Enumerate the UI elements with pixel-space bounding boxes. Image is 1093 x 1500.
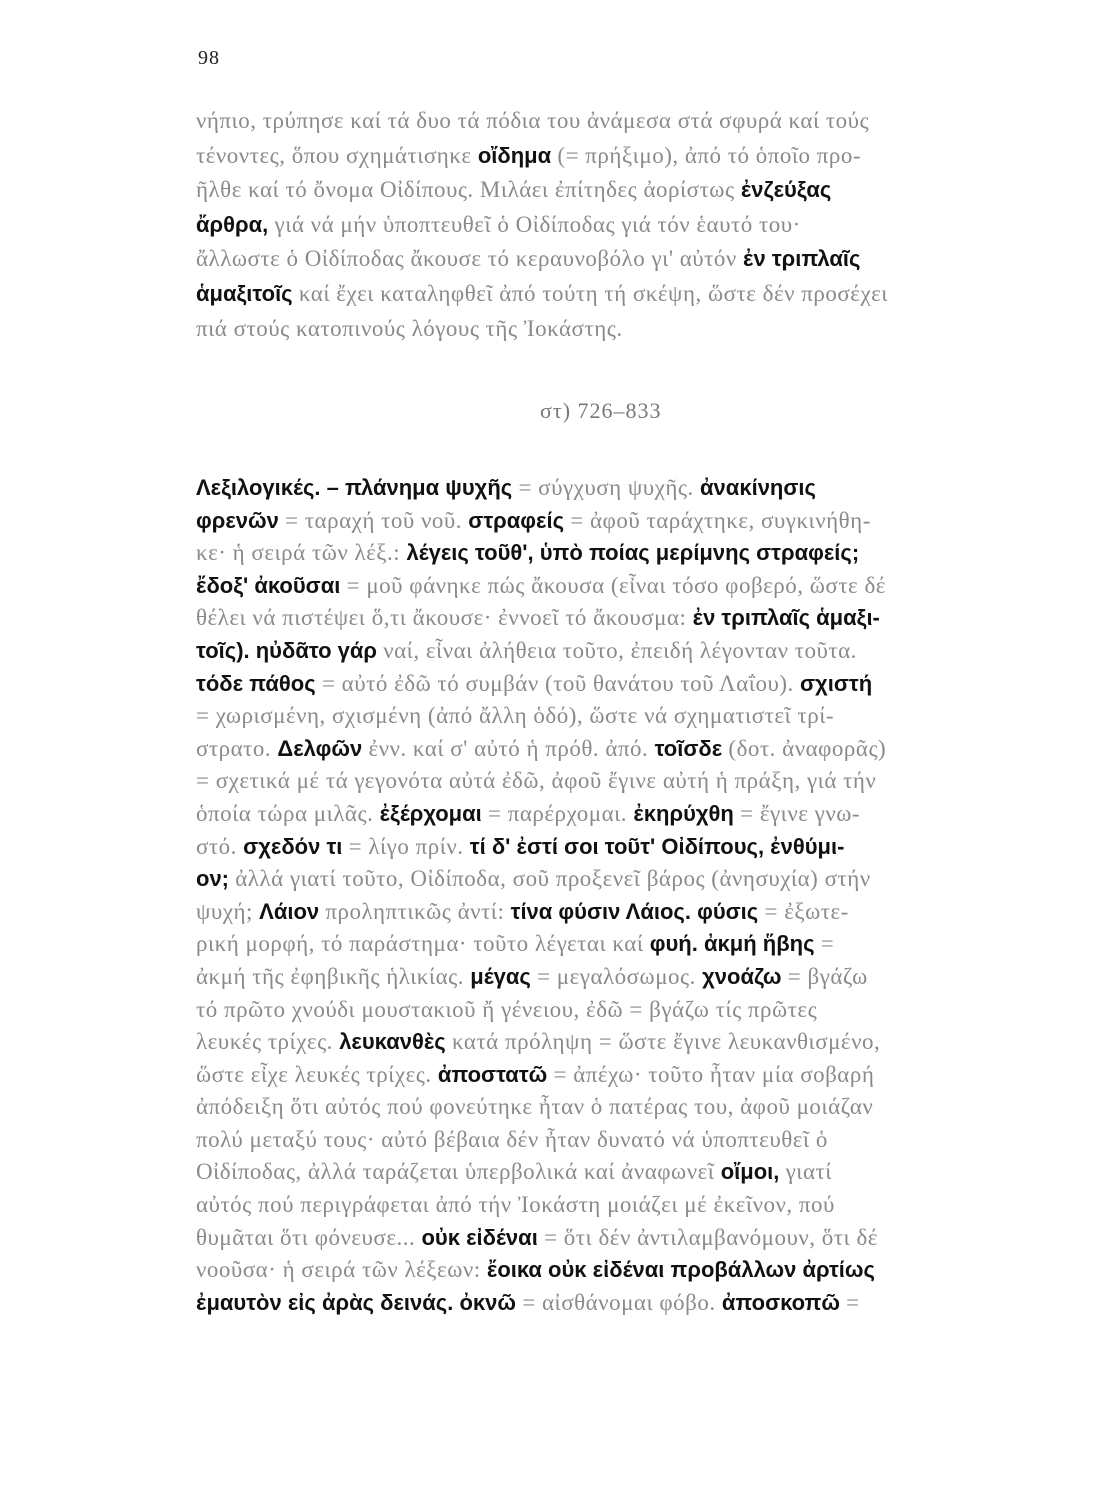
bold-term: Δελφῶν (277, 735, 363, 761)
plain-text: τένοντες, ὅπου σχημάτισηκε (196, 142, 478, 168)
bold-term: ἁμαξιτοῖς (196, 280, 293, 306)
plain-text: ἄλλωστε ὁ Οἰδίποδας ἄκουσε τό κεραυνοβόλο γι' αὐτόν (196, 246, 744, 272)
plain-text: στό. (196, 833, 244, 859)
text-line (196, 1059, 1016, 1092)
text-line (196, 863, 1016, 896)
plain-text: (δοτ. ἀναφορᾶς) (722, 735, 887, 761)
bold-term: σχιστή (800, 670, 873, 696)
plain-text: = (839, 1289, 860, 1315)
plain-text: = ὅτι δέν ἀντιλαμβανόμουν, ὅτι δέ (537, 1224, 878, 1250)
plain-text: αὐτός πού περιγράφεται ἀπό τήν Ἰοκάστη μοιάζει μέ ἐκεῖνον, πού (196, 1192, 835, 1218)
plain-text: ρική μορφή, τό παράστημα· τοῦτο λέγεται καί (196, 931, 650, 957)
plain-text: = λίγο πρίν. (342, 833, 470, 859)
text-line (196, 1156, 1016, 1189)
bold-term: ἐνζεύξας (740, 177, 832, 203)
bold-term: οἴμοι, (720, 1159, 780, 1185)
text-line (196, 1189, 1016, 1222)
plain-text: στρατο. (196, 735, 278, 761)
plain-text: πιά στούς κατοπινούς λόγους τῆς Ἰοκάστης. (196, 315, 623, 341)
bold-term: ἔοικα οὐκ εἰδέναι προβάλλων ἀρτίως (486, 1257, 875, 1283)
bold-term: ἄρθρα, (196, 211, 269, 237)
bold-term: τοῖς). ηὐδᾶτο γάρ (196, 637, 377, 663)
bold-term: ἀνακίνησις (700, 475, 816, 500)
plain-text: = ἔγινε γνω- (733, 800, 861, 826)
plain-text: ῆλθε καί τό ὄνομα Οἰδίπους. Μιλάει ἐπίτηδες ἀορίστως (196, 177, 741, 203)
bold-term: οὐκ εἰδέναι (421, 1224, 538, 1250)
bold-term: λέγεις τοῦθ', ὑπὸ ποίας μερίμνης στραφείς; (406, 540, 860, 566)
plain-text: (= πρήξιμο), ἀπό τό ὁποῖο προ- (551, 142, 862, 168)
text-line (196, 928, 1016, 961)
text-line (196, 765, 1016, 798)
plain-text: = αὐτό ἐδῶ τό συμβάν (τοῦ θανάτου τοῦ Λαΐου). (315, 670, 800, 696)
plain-text: = μεγαλόσωμος. (530, 963, 703, 989)
plain-text: ἀκμή τῆς ἐφηβικῆς ἡλικίας. (196, 963, 471, 989)
bold-term: ἀποστατῶ (437, 1061, 548, 1087)
text-line (196, 1026, 1016, 1059)
paragraph-commentary (196, 104, 1016, 346)
text-line (196, 1222, 1016, 1255)
plain-text: καί ἔχει καταληφθεῖ ἀπό τούτη τή σκέψη, ὥστε δέν προσέχει (292, 280, 888, 306)
text-line (196, 733, 1016, 766)
text-line (196, 994, 1016, 1027)
plain-text: γιά νά μήν ὑποπτευθεῖ ὁ Οἰδίποδας γιά τόν ἑαυτό του· (268, 211, 801, 237)
bold-term: ἐκηρύχθη (633, 800, 734, 826)
plain-text: θυμᾶται ὅτι φόνευσε... (196, 1224, 422, 1250)
bold-term: ἐμαυτὸν εἰς ἀρὰς δεινάς. ὀκνῶ (196, 1289, 516, 1315)
text-line (196, 798, 1016, 831)
text-line (196, 505, 1016, 538)
plain-text: θέλει νά πιστέψει ὅ,τι ἄκουσε· ἐννοεῖ τό ἄκουσμα: (196, 605, 693, 631)
text-line (196, 1287, 1016, 1320)
bold-term: ἐξέρχομαι (379, 800, 482, 826)
text-line (196, 1124, 1016, 1157)
plain-text: ἐνν. καί σ' αὐτό ἡ πρόθ. ἀπό. (362, 735, 655, 761)
plain-text: ὥστε εἶχε λευκές τρίχες. (196, 1061, 438, 1087)
bold-term: χνοάζω (702, 963, 782, 989)
bold-term: μέγας (470, 963, 531, 989)
bold-term: ἔδοξ' ἀκοῦσαι (196, 572, 341, 598)
plain-text: = ἐξωτε- (758, 898, 849, 924)
plain-text: ὁποία τώρα μιλᾶς. (196, 800, 380, 826)
bold-term: τοῖσδε (654, 735, 723, 761)
text-line (196, 602, 1016, 635)
bold-term: οἴδημα (477, 142, 552, 168)
text-line (196, 896, 1016, 929)
section-heading: στ) 726–833 (540, 398, 662, 423)
bold-term: φυή. ἀκμή ἥβης (649, 931, 815, 957)
plain-text: = βγάζω (781, 963, 868, 989)
page-number: 98 (198, 47, 220, 69)
bold-term: φρενῶν (196, 507, 279, 533)
text-line (196, 537, 1016, 570)
plain-text: = (814, 931, 835, 957)
text-line (196, 1254, 1016, 1287)
text-line (196, 1091, 1016, 1124)
plain-text: κατά πρόληψη = ὥστε ἔγινε λευκανθισμένο, (445, 1029, 881, 1055)
text-line (196, 312, 1016, 347)
plain-text: = ἀφοῦ ταράχτηκε, συγκινήθη- (564, 507, 871, 533)
bold-term: τόδε πάθος (196, 670, 316, 696)
text-line (196, 242, 1016, 277)
plain-text: πολύ μεταξύ τους· αὐτό βέβαια δέν ἦταν δυνατό νά ὑποπτευθεῖ ὁ (196, 1126, 828, 1152)
bold-term: τί δ' ἐστί σοι τοῦτ' Οἰδίπους, ἐνθύμι- (469, 833, 845, 859)
plain-text: = σχετικά μέ τά γεγονότα αὐτά ἐδῶ, ἀφοῦ ἔγινε αὐτή ἡ πράξη, γιά τήν (196, 768, 877, 794)
text-line (196, 277, 1016, 312)
bold-term: Λάιον (259, 898, 320, 924)
text-line (196, 668, 1016, 701)
plain-text: νοοῦσα· ἡ σειρά τῶν λέξεων: (196, 1257, 487, 1283)
plain-text: = ταραχή τοῦ νοῦ. (278, 507, 469, 533)
bold-term: στραφείς (468, 507, 565, 533)
text-line (196, 700, 1016, 733)
text-line (196, 635, 1016, 668)
plain-text: τό πρῶτο χνούδι μουστακιοῦ ἤ γένειου, ἐδῶ = βγάζω τίς πρῶτες (196, 996, 818, 1022)
text-line (196, 831, 1016, 864)
bold-term: ἀποσκοπῶ (721, 1289, 840, 1315)
text-line (196, 570, 1016, 603)
bold-term: ον; (196, 866, 229, 892)
plain-text: κε· ἡ σειρά τῶν λέξ.: (196, 540, 407, 566)
plain-text: ψυχή; (196, 898, 260, 924)
plain-text: λευκές τρίχες. (196, 1029, 340, 1055)
text-line (196, 173, 1016, 208)
text-line (196, 104, 1016, 139)
plain-text: ἀλλά γιατί τοῦτο, Οἰδίποδα, σοῦ προξενεῖ βάρος (ἀνησυχία) στήν (229, 866, 871, 892)
bold-term: ἐν τριπλαῖς (743, 246, 861, 272)
text-line (196, 472, 1016, 505)
plain-text: νήπιο, τρύπησε καί τά δυο τά πόδια του ἀνάμεσα στά σφυρά καί τούς (196, 108, 870, 133)
plain-text: γιατί (779, 1159, 832, 1185)
plain-text: = αἰσθάνομαι φόβο. (516, 1289, 722, 1315)
plain-text: ναί, εἶναι ἀλήθεια τοῦτο, ἐπειδή λέγονταν τοῦτα. (376, 637, 857, 663)
bold-term: λευκανθὲς (339, 1029, 446, 1055)
plain-text: Οἰδίποδας, ἀλλά ταράζεται ὑπερβολικά καί ἀναφωνεῖ (196, 1159, 721, 1185)
bold-term: ἐν τριπλαῖς ἁμαξι- (692, 605, 880, 631)
plain-text: προληπτικῶς ἀντί: (319, 898, 511, 924)
plain-text: = σύγχυση ψυχῆς. (512, 475, 701, 500)
text-line (196, 208, 1016, 243)
plain-text: = χωρισμένη, σχισμένη (ἀπό ἄλλη ὁδό), ὥστε νά σχηματιστεῖ τρί- (196, 703, 835, 729)
plain-text: = μοῦ φάνηκε πώς ἄκουσα (εἶναι τόσο φοβερό, ὥστε δέ (340, 572, 886, 598)
plain-text: = ἀπέχω· τοῦτο ἦταν μία σοβαρή (547, 1061, 875, 1087)
bold-term: Λεξιλογικές. – πλάνημα ψυχῆς (196, 475, 513, 500)
bold-term: τίνα φύσιν Λάιος. φύσις (510, 898, 759, 924)
plain-text: = παρέρχομαι. (481, 800, 634, 826)
plain-text: ἀπόδειξη ὅτι αὐτός πού φονεύτηκε ἦταν ὁ πατέρας του, ἀφοῦ μοιάζαν (196, 1094, 874, 1120)
text-line (196, 961, 1016, 994)
text-line (196, 139, 1016, 174)
bold-term: σχεδόν τι (243, 833, 343, 859)
paragraph-vocabulary (196, 472, 1016, 1319)
